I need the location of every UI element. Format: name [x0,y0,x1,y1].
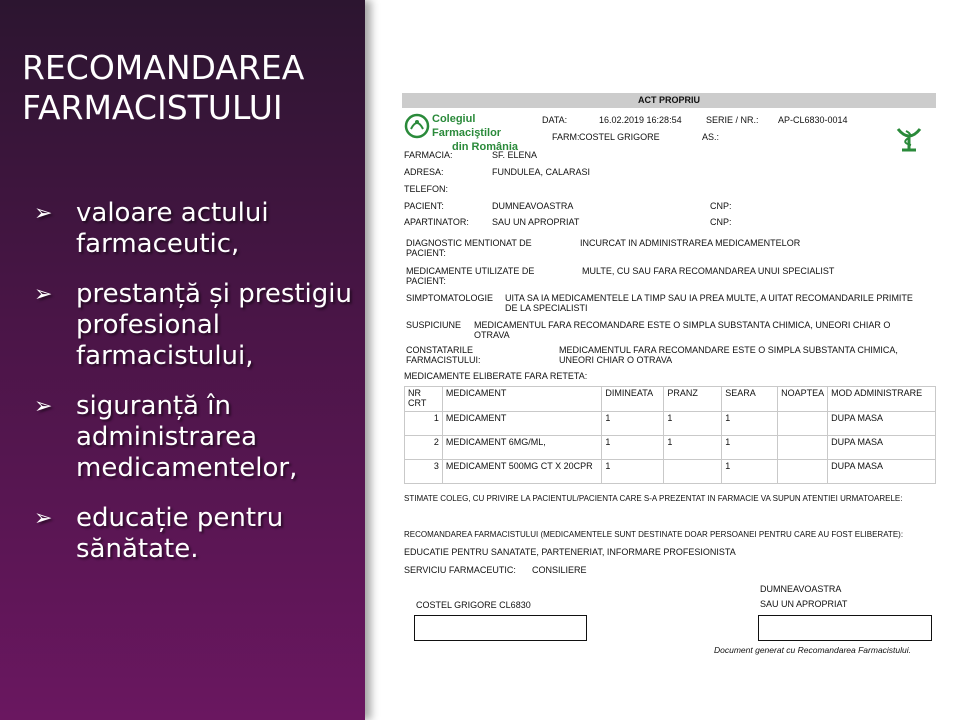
farmacia-value: SF. ELENA [492,150,538,160]
table-header-cell: DIMINEATA [602,387,664,412]
table-cell [778,460,828,484]
bullet-list [34,198,354,584]
as-label: AS.: [702,132,720,142]
table-cell: 1 [602,436,664,460]
table-cell: 1 [722,436,778,460]
bullet-item [34,503,354,565]
simptomatologie-label: SIMPTOMATOLOGIE [406,293,494,303]
medicamente-utilizate-label-1: MEDICAMENTE UTILIZATE DE [406,266,535,276]
apartinator-value: SAU UN APROPRIAT [492,217,580,227]
simptomatologie-value-2: DE LA SPECIALISTI [505,303,588,313]
table-cell: DUPA MASA [828,436,936,460]
arrow-bullet-icon: ➢ [34,506,53,531]
bullet-text: prestanță și prestigiu profesional farmacistului, [76,279,352,371]
adresa-value: FUNDULEA, CALARASI [492,167,591,177]
table-header-cell: SEARA [722,387,778,412]
table-cell [664,460,722,484]
table-cell: DUPA MASA [828,460,936,484]
logo-line-1: Colegiul Farmaciştilor [432,113,502,139]
constatari-value-1: MEDICAMENTUL FARA RECOMANDARE ESTE O SIMPLA SUBSTANTA CHIMICA, [559,345,898,355]
signature-left-name: COSTEL GRIGORE CL6830 [416,600,531,610]
farm-label: FARM: [552,132,580,142]
table-row [405,436,936,460]
recomandare-text: RECOMANDAREA FARMACISTULUI (MEDICAMENTELE SUNT DESTINATE DOAR PERSOANEI PENTRU CARE AU FOST ELIBERATE): [404,530,904,539]
serviciu-value: CONSILIERE [532,565,587,575]
telefon-label: TELEFON: [404,184,449,194]
table-cell [778,412,828,436]
table-cell: DUPA MASA [828,412,936,436]
pharmacy-symbol-icon [892,121,926,155]
table-header-row [405,387,936,412]
farm-value: COSTEL GRIGORE [579,132,660,142]
cnp-label-2: CNP: [710,217,732,227]
arrow-bullet-icon: ➢ [34,394,53,419]
table-cell: 1 [602,412,664,436]
serie-label: SERIE / NR.: [706,115,759,125]
logo-line-2: din România [452,141,519,153]
table-cell: MEDICAMENT 6MG/ML, [442,436,601,460]
serie-value: AP-CL6830-0014 [778,115,848,125]
adresa-label: ADRESA: [404,167,444,177]
table-header-cell: NOAPTEA [778,387,828,412]
table-row [405,460,936,484]
table-cell: 1 [405,412,443,436]
table-cell: 1 [664,436,722,460]
patient-signature-box [758,615,932,641]
table-cell: MEDICAMENT 500MG CT X 20CPR [442,460,601,484]
table-title: MEDICAMENTE ELIBERATE FARA RETETA: [404,371,588,381]
pharmacist-document [402,93,936,663]
table-cell: 1 [664,412,722,436]
farmacia-label: FARMACIA: [404,150,453,160]
document-footer: Document generat cu Recomandarea Farmacistului. [714,645,912,655]
slide-left-panel [0,0,365,720]
serviciu-label: SERVICIU FARMACEUTIC: [404,565,516,575]
pharmacist-signature-box [414,615,587,641]
college-logo-icon [404,113,430,139]
bullet-text: valoare actului farmaceutic, [76,198,269,259]
medicines-table [404,386,936,484]
suspiciune-value-1: MEDICAMENTUL FARA RECOMANDARE ESTE O SIMPLA SUBSTANTA CHIMICA, UNEORI CHIAR O [474,320,891,330]
table-cell: 1 [722,460,778,484]
bullet-item [34,279,354,372]
table-header-cell: NR CRT [405,387,443,412]
table-cell: 1 [722,412,778,436]
slide-title: RECOMANDAREA FARMACISTULUI [22,48,305,127]
medicamente-utilizate-label-2: PACIENT: [406,276,446,286]
arrow-bullet-icon: ➢ [34,201,53,226]
table-cell [778,436,828,460]
diagnostic-label-2: PACIENT: [406,248,446,258]
table-cell: 3 [405,460,443,484]
pacient-label: PACIENT: [404,201,444,211]
table-header-cell: PRANZ [664,387,722,412]
apartinator-label: APARTINATOR: [404,217,469,227]
diagnostic-label-1: DIAGNOSTIC MENTIONAT DE [406,238,532,248]
diagnostic-value: INCURCAT IN ADMINISTRAREA MEDICAMENTELOR [580,238,801,248]
bullet-item [34,391,354,484]
cnp-label-1: CNP: [710,201,732,211]
document-header: ACT PROPRIU [402,93,936,108]
constatari-label-1: CONSTATARILE [406,345,474,355]
arrow-bullet-icon: ➢ [34,282,53,307]
signature-right-line-2: SAU UN APROPRIAT [760,599,848,609]
table-header-cell: MOD ADMINISTRARE [828,387,936,412]
medicamente-utilizate-value: MULTE, CU SAU FARA RECOMANDAREA UNUI SPECIALIST [582,266,835,276]
constatari-label-2: FARMACISTULUI: [406,355,481,365]
stimate-coleg-text: STIMATE COLEG, CU PRIVIRE LA PACIENTUL/PACIENTA CARE S-A PREZENTAT IN FARMACIE VA SUPUN ATENTIEI URMATOARELE: [404,494,903,503]
data-label: DATA: [542,115,568,125]
constatari-value-2: UNEORI CHIAR O OTRAVA [559,355,673,365]
suspiciune-value-2: OTRAVA [474,330,510,340]
college-logo [404,111,532,153]
bullet-item [34,198,354,260]
table-cell: 2 [405,436,443,460]
table-cell: 1 [602,460,664,484]
suspiciune-label: SUSPICIUNE [406,320,462,330]
table-cell: MEDICAMENT [442,412,601,436]
simptomatologie-value-1: UITA SA IA MEDICAMENTELE LA TIMP SAU IA PREA MULTE, A UITAT RECOMANDARILE PRIMITE [505,293,913,303]
bullet-text: siguranță în administrarea medicamentelor, [76,391,298,483]
bullet-text: educație pentru sănătate. [76,503,284,564]
signature-right-line-1: DUMNEAVOASTRA [760,584,842,594]
educatie-text: EDUCATIE PENTRU SANATATE, PARTENERIAT, INFORMARE PROFESIONISTA [404,547,736,557]
pacient-value: DUMNEAVOASTRA [492,201,574,211]
data-value: 16.02.2019 16:28:54 [599,115,682,125]
table-header-cell: MEDICAMENT [442,387,601,412]
table-row [405,412,936,436]
